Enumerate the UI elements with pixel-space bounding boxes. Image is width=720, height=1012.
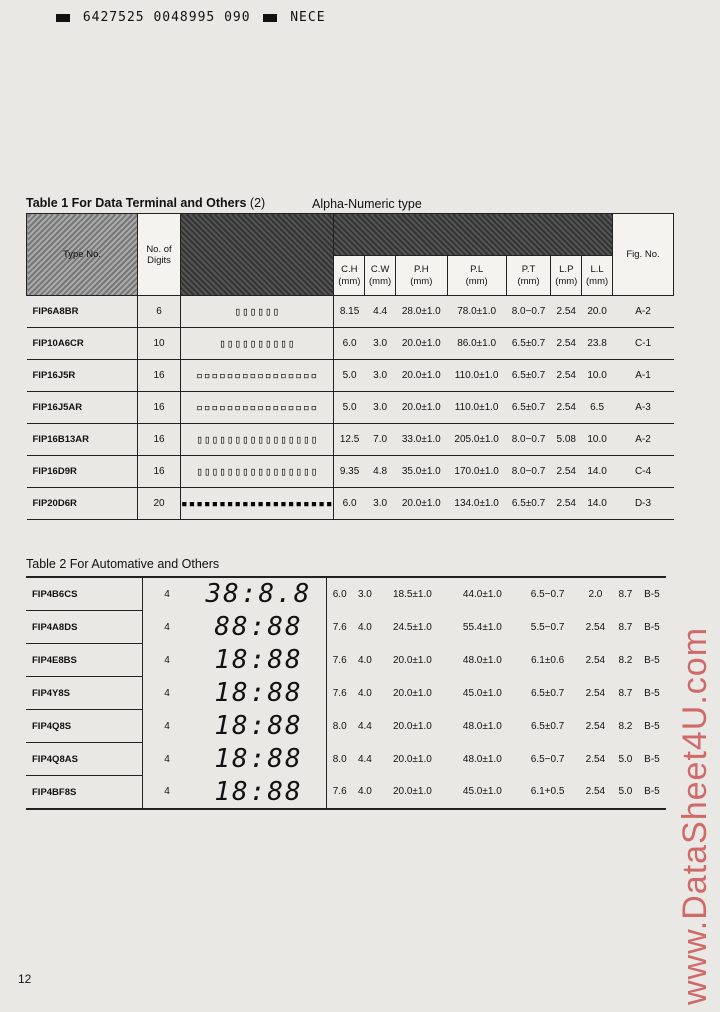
cell-ll: 14.0 [582,456,613,488]
cell-disp: 18:88 [191,710,327,743]
table-row [26,776,666,810]
cell-cw: 4.4 [357,720,372,732]
cell-cw: 4.0 [357,687,372,699]
cell-fig: B-5 [644,687,660,699]
cell-model: FIP16B13AR [27,424,138,456]
cell-pt: 6.5±0.7 [506,392,551,424]
cell-pl: 48.0±1.0 [462,720,502,732]
watermark: www.DataSheet4U.com [676,626,714,1005]
cell-ch: 7.6 [332,687,347,699]
code-mid: 0048995 [153,10,216,25]
cell-ph: 18.5±1.0 [392,588,432,600]
table-row [26,577,666,611]
cell-pt: 6.5±0.7 [506,328,551,360]
cell-ll: 10.0 [582,360,613,392]
cell-pattern: ▫▫▫▫▫▫▫▫▫▫▫▫▫▫▫▫ [181,360,334,392]
cell-ph: 20.0±1.0 [395,392,447,424]
cell-model: FIP16J5R [27,360,138,392]
unit-name: L.P [559,263,574,275]
table2 [26,576,666,810]
cell-ph: 20.0±1.0 [395,360,447,392]
cell-digits: 10 [138,328,181,360]
unit-name: P.T [521,263,536,275]
cell-digits: 4 [164,720,170,732]
cell-pt: 6.5±0.7 [530,720,565,732]
cell-cw: 4.4 [365,296,396,328]
table1 [26,213,674,520]
page-number: 12 [18,972,32,986]
header-unit-ch [334,256,365,296]
cell-pt: 6.1+0.5 [530,786,565,798]
cell-ph: 20.0±1.0 [392,720,432,732]
cell-fig: A-2 [613,424,674,456]
cell-model: FIP16J5AR [27,392,138,424]
cell-pattern: ▯▯▯▯▯▯▯▯▯▯ [181,328,334,360]
cell-pl: 44.0±1.0 [462,588,502,600]
cell-model: FIP4E8BS [26,644,143,677]
table-row [26,710,666,743]
cell-pl: 86.0±1.0 [447,328,506,360]
table-row [26,644,666,677]
cell-model: FIP16D9R [27,456,138,488]
header-digits: No. of Digits [138,214,181,296]
cell-ph: 20.0±1.0 [392,753,432,765]
cell-pattern: ▯▯▯▯▯▯▯▯▯▯▯▯▯▯▯▯ [181,424,334,456]
unit-label: (mm) [465,275,488,287]
header-pattern [181,214,334,296]
header-unit-pt [506,256,551,296]
cell-pt: 6.5±0.7 [506,488,551,520]
cell-pl: 55.4±1.0 [462,621,502,633]
unit-name: C.W [370,263,390,275]
cell-cw: 4.0 [357,654,372,666]
cell-pt: 8.0−0.7 [506,296,551,328]
cell-ch: 6.0 [332,588,347,600]
cell-ph: 20.0±1.0 [392,687,432,699]
cell-cw: 4.4 [357,753,372,765]
table-row [27,360,674,392]
cell-disp: 18:88 [191,677,327,710]
cell-ll: 5.0 [618,753,633,765]
cell-pl: 48.0±1.0 [462,654,502,666]
unit-label: (mm) [555,275,578,287]
cell-model: FIP6A8BR [27,296,138,328]
table-row [27,424,674,456]
cell-digits: 4 [164,786,170,798]
header-dimensions [334,214,613,256]
cell-model: FIP4BF8S [26,776,143,810]
cell-cw: 4.0 [357,786,372,798]
cell-pl: 45.0±1.0 [462,687,502,699]
cell-digits: 4 [164,621,170,633]
table-row [26,677,666,710]
cell-ch: 9.35 [334,456,365,488]
table1-title: Table 1 For Data Terminal and Others (2) [26,196,266,210]
header-unit-lp [551,256,582,296]
cell-ll: 20.0 [582,296,613,328]
table-row [27,488,674,520]
cell-pt: 8.0−0.7 [506,456,551,488]
unit-name: L.L [590,263,604,275]
cell-pt: 5.5−0.7 [530,621,565,633]
cell-model: FIP4Q8AS [26,743,143,776]
cell-disp: 18:88 [191,644,327,677]
cell-lp: 2.54 [551,392,582,424]
cell-lp: 2.54 [551,456,582,488]
table-row [27,392,674,424]
cell-pt: 6.5±0.7 [530,687,565,699]
cell-cw: 3.0 [365,392,396,424]
cell-fig: B-5 [644,621,660,633]
cell-ch: 6.0 [334,488,365,520]
table-row [27,456,674,488]
cell-ll: 8.7 [618,621,633,633]
cell-disp: 18:88 [191,743,327,776]
cell-lp: 2.54 [551,296,582,328]
cell-fig: B-5 [644,753,660,765]
cell-pt: 6.5±0.7 [506,360,551,392]
header-unit-ph [395,256,447,296]
black-block-mark [56,14,70,22]
unit-label: (mm) [369,275,392,287]
cell-cw: 3.0 [365,488,396,520]
cell-fig: B-5 [644,654,660,666]
cell-ch: 5.0 [334,360,365,392]
cell-ch: 7.6 [332,654,347,666]
document-header-code [52,10,326,25]
cell-ph: 35.0±1.0 [395,456,447,488]
cell-pl: 78.0±1.0 [447,296,506,328]
cell-fig: C-1 [613,328,674,360]
cell-ll: 8.2 [618,654,633,666]
unit-label: (mm) [410,275,433,287]
unit-label: (mm) [517,275,540,287]
cell-pt: 6.5−0.7 [530,588,565,600]
cell-digits: 20 [138,488,181,520]
cell-pl: 134.0±1.0 [447,488,506,520]
cell-lp: 2.54 [585,753,606,765]
cell-pl: 205.0±1.0 [447,424,506,456]
table1-subtitle: Alpha-Numeric type [312,197,422,211]
cell-ll: 5.0 [618,786,633,798]
table-row [27,328,674,360]
unit-label: (mm) [338,275,361,287]
cell-lp: 2.54 [551,488,582,520]
table-row [26,611,666,644]
header-unit-cw [365,256,396,296]
cell-ph: 20.0±1.0 [395,328,447,360]
cell-digits: 4 [164,753,170,765]
cell-pattern: ▯▯▯▯▯▯ [181,296,334,328]
cell-ch: 8.15 [334,296,365,328]
cell-ch: 6.0 [334,328,365,360]
unit-name: P.L [470,263,484,275]
cell-ll: 8.7 [618,687,633,699]
brand-code: NECE [290,10,326,25]
cell-digits: 16 [138,456,181,488]
cell-pl: 110.0±1.0 [447,360,506,392]
cell-pl: 170.0±1.0 [447,456,506,488]
cell-model: FIP4B6CS [26,577,143,611]
cell-ph: 20.0±1.0 [392,786,432,798]
cell-cw: 3.0 [365,360,396,392]
header-unit-ll [582,256,613,296]
cell-pt: 6.5−0.7 [530,753,565,765]
cell-lp: 2.0 [588,588,603,600]
cell-ch: 12.5 [334,424,365,456]
cell-lp: 2.54 [585,654,606,666]
cell-lp: 5.08 [551,424,582,456]
cell-lp: 2.54 [551,360,582,392]
cell-lp: 2.54 [585,621,606,633]
cell-fig: B-5 [644,786,660,798]
cell-ph: 24.5±1.0 [392,621,432,633]
header-fig-no: Fig. No. [613,214,674,296]
black-block-mark [263,14,277,22]
cell-fig: B-5 [644,720,660,732]
unit-label: (mm) [586,275,609,287]
cell-fig: C-4 [613,456,674,488]
cell-model: FIP4A8DS [26,611,143,644]
cell-pattern: ▫▫▫▫▫▫▫▫▫▫▫▫▫▫▫▫ [181,392,334,424]
cell-lp: 2.54 [585,720,606,732]
cell-digits: 16 [138,424,181,456]
cell-digits: 16 [138,392,181,424]
header-unit-pl [447,256,506,296]
table-row [26,743,666,776]
cell-ch: 8.0 [332,720,347,732]
cell-fig: A-3 [613,392,674,424]
cell-ph: 28.0±1.0 [395,296,447,328]
cell-model: FIP4Q8S [26,710,143,743]
cell-ll: 6.5 [582,392,613,424]
cell-lp: 2.54 [551,328,582,360]
unit-name: C.H [341,263,358,275]
cell-pt: 6.1±0.6 [530,654,565,666]
cell-ll: 8.2 [618,720,633,732]
cell-fig: D-3 [613,488,674,520]
cell-fig: B-5 [644,588,660,600]
cell-disp: 88:88 [191,611,327,644]
cell-digits: 4 [164,588,170,600]
cell-digits: 6 [138,296,181,328]
code-left: 6427525 [82,10,145,25]
cell-cw: 4.8 [365,456,396,488]
cell-lp: 2.54 [585,687,606,699]
cell-pl: 110.0±1.0 [447,392,506,424]
cell-fig: A-2 [613,296,674,328]
cell-cw: 3.0 [357,588,372,600]
cell-pt: 8.0−0.7 [506,424,551,456]
cell-disp: 18:88 [191,776,327,810]
cell-pattern: ▯▯▯▯▯▯▯▯▯▯▯▯▯▯▯▯ [181,456,334,488]
cell-digits: 4 [164,654,170,666]
cell-pl: 45.0±1.0 [462,786,502,798]
cell-disp: 38:8.8 [191,577,327,611]
header-type-no: Type No. [27,214,138,296]
cell-ch: 5.0 [334,392,365,424]
cell-ll: 10.0 [582,424,613,456]
code-right: 090 [224,10,251,25]
cell-ph: 20.0±1.0 [392,654,432,666]
cell-ll: 23.8 [582,328,613,360]
cell-ph: 33.0±1.0 [395,424,447,456]
cell-pattern: ▪▪▪▪▪▪▪▪▪▪▪▪▪▪▪▪▪▪▪▪ [181,488,334,520]
cell-ch: 7.6 [332,621,347,633]
cell-model: FIP20D6R [27,488,138,520]
cell-fig: A-1 [613,360,674,392]
cell-ll: 8.7 [618,588,633,600]
cell-digits: 16 [138,360,181,392]
table-row [27,296,674,328]
cell-cw: 4.0 [357,621,372,633]
cell-pl: 48.0±1.0 [462,753,502,765]
cell-cw: 7.0 [365,424,396,456]
unit-name: P.H [413,263,429,275]
cell-ll: 14.0 [582,488,613,520]
cell-model: FIP4Y8S [26,677,143,710]
table2-title: Table 2 For Automative and Others [26,557,220,571]
cell-ch: 8.0 [332,753,347,765]
cell-digits: 4 [164,687,170,699]
cell-lp: 2.54 [585,786,606,798]
cell-ph: 20.0±1.0 [395,488,447,520]
cell-ch: 7.6 [332,786,347,798]
cell-cw: 3.0 [365,328,396,360]
cell-model: FIP10A6CR [27,328,138,360]
